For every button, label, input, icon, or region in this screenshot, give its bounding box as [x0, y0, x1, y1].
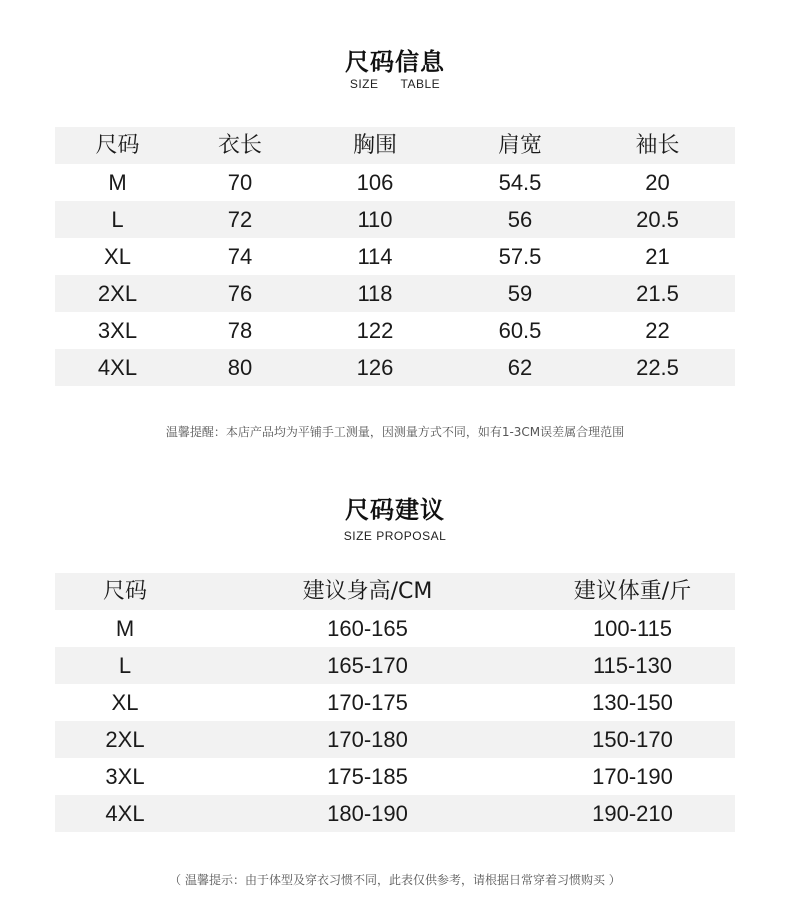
table-row: [55, 758, 735, 795]
header-shoulder: 肩宽: [497, 133, 542, 158]
cell-size: L: [111, 207, 124, 232]
table-row: [55, 684, 735, 721]
table-row: [55, 610, 735, 647]
size-proposal-table: [55, 573, 735, 832]
cell-sleeve: 21: [645, 244, 670, 269]
cell-length: 70: [227, 170, 253, 195]
cell-weight: 130-150: [592, 690, 673, 715]
cell-sleeve: 22: [645, 318, 670, 343]
cell-weight: 170-190: [592, 764, 673, 789]
cell-shoulder: 62: [507, 355, 533, 380]
table-row: [55, 647, 735, 684]
cell-size: L: [118, 653, 132, 678]
cell-chest: 114: [357, 244, 393, 269]
cell-weight: 150-170: [592, 727, 673, 752]
header-length: 衣长: [217, 133, 262, 158]
cell-chest: 122: [356, 318, 394, 343]
cell-length: 74: [227, 244, 253, 269]
size-table-subtitle-left: SIZE: [349, 77, 379, 91]
table-row: [55, 349, 735, 386]
measurement-note: 温馨提醒：本店产品均为平铺手工测量，因测量方式不同，如有1-3CM误差属合理范围: [165, 425, 625, 439]
cell-size: 4XL: [97, 355, 138, 380]
proposal-header-row: [55, 573, 735, 610]
size-table-subtitle: [0, 77, 790, 91]
cell-chest: 106: [356, 170, 394, 195]
cell-length: 78: [227, 318, 253, 343]
cell-size: 3XL: [97, 318, 138, 343]
cell-size: M: [108, 170, 127, 195]
cell-height: 170-175: [327, 690, 408, 715]
table-row: [55, 312, 735, 349]
cell-size: 4XL: [105, 801, 145, 826]
table-row: [55, 795, 735, 832]
cell-sleeve: 20.5: [636, 207, 679, 232]
cell-weight: 115-130: [592, 653, 673, 678]
size-proposal-subtitle: SIZE PROPOSAL: [343, 529, 447, 543]
reference-note: （ 温馨提示：由于体型及穿衣习惯不同，此表仅供参考，请根据日常穿着习惯购买 ）: [169, 873, 621, 887]
cell-chest: 118: [357, 281, 393, 306]
table-row: [55, 201, 735, 238]
cell-height: 160-165: [327, 616, 408, 641]
cell-sleeve: 22.5: [636, 355, 679, 380]
size-table: [55, 127, 735, 386]
cell-weight: 100-115: [592, 616, 673, 641]
cell-height: 180-190: [327, 801, 408, 826]
cell-size: 3XL: [105, 764, 145, 789]
cell-shoulder: 57.5: [498, 244, 542, 269]
cell-height: 175-185: [327, 764, 408, 789]
cell-size: 2XL: [97, 281, 138, 306]
header-size: 尺码: [95, 133, 140, 158]
cell-chest: 110: [357, 207, 393, 232]
cell-size: XL: [104, 244, 131, 269]
cell-size: 2XL: [105, 727, 145, 752]
header-chest: 胸围: [352, 133, 397, 158]
cell-shoulder: 60.5: [498, 318, 542, 343]
table-row: [55, 721, 735, 758]
size-proposal-title: 尺码建议: [345, 496, 445, 524]
header-sleeve: 袖长: [635, 133, 680, 158]
cell-sleeve: 20: [645, 170, 670, 195]
cell-length: 80: [227, 355, 253, 380]
header-height: 建议身高/CM: [302, 579, 433, 604]
cell-length: 76: [227, 281, 253, 306]
table-row: [55, 164, 735, 201]
cell-size: M: [115, 616, 135, 641]
cell-shoulder: 59: [507, 281, 533, 306]
cell-height: 165-170: [327, 653, 408, 678]
cell-length: 72: [227, 207, 253, 232]
table-row: [55, 275, 735, 312]
table-row: [55, 238, 735, 275]
cell-chest: 126: [356, 355, 394, 380]
cell-shoulder: 54.5: [498, 170, 542, 195]
cell-sleeve: 21.5: [636, 281, 679, 306]
size-table-subtitle-right: TABLE: [400, 77, 441, 91]
cell-size: XL: [111, 690, 139, 715]
cell-shoulder: 56: [507, 207, 533, 232]
size-table-title: 尺码信息: [345, 48, 445, 76]
cell-weight: 190-210: [592, 801, 673, 826]
size-table-header-row: [55, 127, 735, 164]
cell-height: 170-180: [327, 727, 408, 752]
header-weight: 建议体重/斤: [573, 579, 692, 604]
header-size: 尺码: [102, 579, 147, 604]
